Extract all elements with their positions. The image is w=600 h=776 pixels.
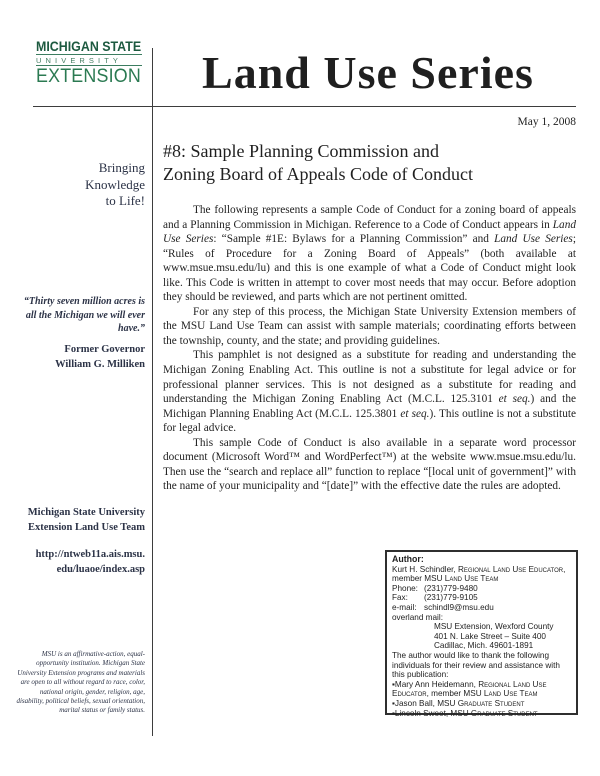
- thanks-item: ▪Lincoln Sweet, MSU Graduate Student: [392, 708, 538, 718]
- thanks-item: ▪Mary Ann Heidemann, Regional Land Use Educator, member MSU Land Use Team: [392, 679, 547, 699]
- paragraph: This sample Code of Conduct is also available in a separate word processor document (Microsoft Word™ and WordPerfect™) at the website www.msue.msu.edu/lu. Then use the “search and replace all” function to replace “[local unit of government]” with the name of your municipality and “[date]” with the effective date the rules are adopted.: [163, 436, 576, 493]
- logo-extension: EXTENSION: [36, 66, 141, 87]
- address-line: 401 N. Lake Street – Suite 400: [434, 631, 546, 641]
- contact-value: (231)779-9480: [424, 583, 478, 593]
- thanks-item: ▪Jason Ball, MSU Graduate Student: [392, 698, 525, 708]
- tagline-line: to Life!: [105, 193, 145, 208]
- affirmative-action-disclaimer: MSU is an affirmative-action, equal-opportunity institution. Michigan State University Extension programs and materials are open to all without regard to race, color, national origin, gender, religion, age, disability, political beliefs, sexual orientation, marital status or family status.: [16, 650, 145, 715]
- contact-label: Fax:: [392, 593, 408, 603]
- contact-label: Phone:: [392, 583, 418, 593]
- team-line: Michigan State University: [27, 507, 145, 518]
- author-box-heading: Author:: [392, 554, 424, 564]
- url-line: http://ntweb11a.ais.msu.: [35, 549, 145, 560]
- logo-underline: [36, 54, 142, 55]
- address-line: Cadillac, Mich. 49601-1891: [434, 641, 534, 651]
- attribution-line: Former Governor: [64, 344, 145, 355]
- series-title: Land Use Series: [202, 47, 534, 98]
- author-name-line: Kurt H. Schindler, Regional Land Use Educator, member MSU Land Use Team: [392, 564, 566, 584]
- author-box: [385, 550, 578, 718]
- body-text: [163, 203, 576, 494]
- logo-michigan-state: MICHIGAN STATE: [36, 39, 142, 54]
- contact-row-email: [392, 603, 572, 613]
- contact-row-phone: [392, 584, 572, 594]
- paragraph: This pamphlet is not designed as a substitute for reading and understanding the Michigan Zoning Enabling Act. This outline is not a substitute for legal advice or for professional planner services. This is not designed as a substitute for reading and understanding the Michigan Zoning Enabling Act (M.C.L. 125.3101 et seq.) and the Michigan Planning Enabling Act (M.C.L. 125.3801 et seq.). This outline is not a substitute for legal advice.: [163, 349, 576, 435]
- vertical-divider: [152, 48, 153, 736]
- document-title: [163, 140, 576, 185]
- msu-extension-logo: [36, 40, 142, 87]
- contact-value: schindl9@msu.edu: [424, 602, 494, 612]
- team-url: [12, 547, 145, 577]
- address-line: MSU Extension, Wexford County: [434, 622, 554, 632]
- logo-university: UNIVERSITY: [36, 56, 123, 65]
- document-title-line: Zoning Board of Appeals Code of Conduct: [163, 163, 473, 184]
- header-rule: [33, 106, 576, 107]
- document-title-line: #8: Sample Planning Commission and: [163, 141, 440, 161]
- paragraph: The following represents a sample Code of Conduct for a zoning board of appeals and a Planning Commission in Michigan. Reference to a Code of Conduct appears in Land Use Series: “Sample #1E: Bylaws for a Planning Commission” and Land Use Series; “Rules of Procedure for a Zoning Board of Appeals” (both available at www.msue.msu.edu/lu) and this is one example of what a Code of Conduct might look like. This Code is written in attempt to cover most needs that may occur. Before adoption they should be reviewed, and parts which are not pertinent omitted.: [163, 204, 576, 304]
- attribution-line: William G. Milliken: [55, 358, 145, 370]
- tagline-line: Bringing: [98, 160, 145, 175]
- thanks-intro: The author would like to thank the following individuals for their review and assistance with this publication:: [392, 650, 560, 680]
- publication-date: May 1, 2008: [517, 116, 576, 128]
- paragraph: For any step of this process, the Michigan State University Extension members of the MSU Land Use Team can assist with sample materials; coordinating efforts between the township, county, and the state; and providing guidelines.: [163, 305, 576, 347]
- land-use-team-label: [12, 505, 145, 535]
- quote-attribution: [12, 343, 145, 372]
- overland-mail-label: overland mail:: [392, 612, 443, 622]
- contact-label: e-mail:: [392, 602, 417, 612]
- team-line: Extension Land Use Team: [28, 522, 145, 533]
- url-line: edu/luaoe/index.asp: [56, 564, 145, 575]
- tagline-line: Knowledge: [85, 176, 145, 192]
- tagline: [12, 160, 145, 210]
- contact-value: (231)779-9105: [424, 593, 478, 603]
- milliken-quote: “Thirty seven million acres is all the Michigan we will ever have.”: [23, 296, 145, 334]
- contact-row-fax: [392, 593, 572, 603]
